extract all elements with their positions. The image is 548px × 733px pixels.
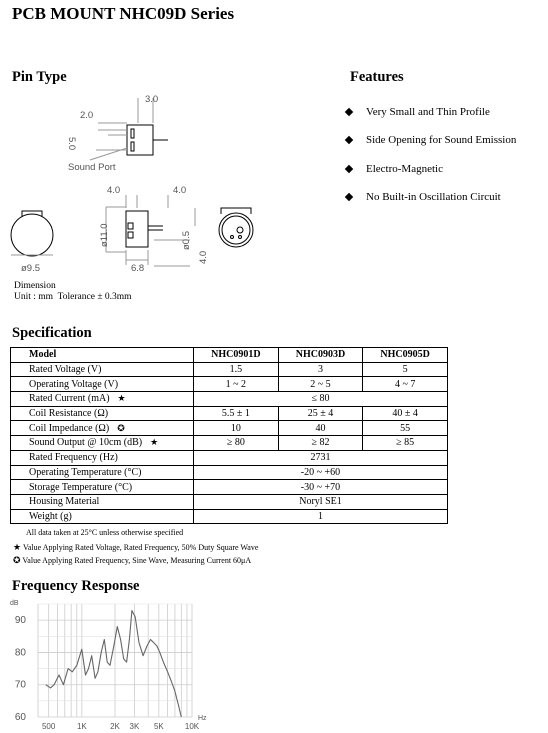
spec-note: ★ Value Applying Rated Voltage, Rated Frequency, 50% Duty Square Wave <box>13 542 259 552</box>
spec-row-label: Sound Output @ 10cm (dB) ★ <box>11 436 194 451</box>
spec-cell: ≤ 80 <box>194 392 448 407</box>
spec-row-label: Rated Current (mA) ★ <box>11 392 194 407</box>
spec-row-label: Coil Resistance (Ω) <box>11 406 194 421</box>
spec-row-label: Rated Frequency (Hz) <box>11 450 194 465</box>
buzzer-top-outline <box>11 214 53 256</box>
dim-d110: ø11.0 <box>99 223 110 247</box>
frequency-response-heading: Frequency Response <box>12 578 140 594</box>
spec-row <box>11 392 448 407</box>
x-axis-label: Hz <box>198 715 207 722</box>
pin-type-heading: Pin Type <box>12 69 67 85</box>
dim-d95: ø9.5 <box>21 263 41 274</box>
circled-star-icon: ✪ <box>117 422 125 433</box>
star-icon: ★ <box>150 437 159 448</box>
spec-table <box>10 347 448 524</box>
features-heading: Features <box>350 69 404 85</box>
col-header-nhc0901d: NHC0901D <box>194 348 279 363</box>
dim-top-30: 3.0 <box>145 94 159 105</box>
spec-row-label: Operating Temperature (°C) <box>11 465 194 480</box>
spec-cell: 55 <box>363 421 448 436</box>
dim-top-20: 2.0 <box>80 110 94 121</box>
x-tick-label: 2K <box>110 722 120 731</box>
spec-note: All data taken at 25°C unless otherwise specified <box>26 528 184 537</box>
dim-top-50: 5.0 <box>66 137 77 151</box>
sound-port-label: Sound Port <box>68 162 116 173</box>
spec-cell: 5.5 ± 1 <box>194 406 279 421</box>
unit-label: Unit : mm Tolerance ± 0.3mm <box>14 292 132 302</box>
spec-row <box>11 421 448 436</box>
dim-w40b: 4.0 <box>173 185 187 196</box>
feature-item: Very Small and Thin Profile <box>346 106 516 134</box>
x-tick-label: 3K <box>129 722 140 731</box>
spec-cell: 2731 <box>194 450 448 465</box>
spec-note: ✪ Value Applying Rated Frequency, Sine Wave, Measuring Current 60μA <box>13 555 252 565</box>
star-icon: ★ <box>117 393 126 404</box>
col-header-nhc0903d: NHC0903D <box>278 348 363 363</box>
dimension-label: Dimension <box>14 281 56 291</box>
spec-cell: 4 ~ 7 <box>363 377 448 392</box>
feature-item: No Built-in Oscillation Circuit <box>346 191 516 219</box>
spec-row <box>11 450 448 465</box>
spec-header-row <box>11 348 448 363</box>
spec-row <box>11 509 448 524</box>
specification-heading: Specification <box>12 325 92 341</box>
spec-row-label: Storage Temperature (°C) <box>11 480 194 495</box>
dim-h40: 4.0 <box>198 250 209 264</box>
bullet-icon <box>345 108 353 116</box>
bullet-icon <box>345 193 353 201</box>
y-tick-label: 80 <box>14 647 26 659</box>
spec-cell: 40 <box>278 421 363 436</box>
circled-star-icon: ✪ <box>13 555 21 565</box>
bullet-icon <box>345 164 353 172</box>
spec-row-label: Weight (g) <box>11 509 194 524</box>
spec-row-label: Housing Material <box>11 494 194 509</box>
spec-cell: -20 ~ +60 <box>194 465 448 480</box>
spec-cell: 5 <box>363 362 448 377</box>
spec-cell: 2 ~ 5 <box>278 377 363 392</box>
dim-d05: ø0.5 <box>181 230 192 250</box>
dim-w40a: 4.0 <box>107 185 121 196</box>
spec-cell: ≥ 82 <box>278 436 363 451</box>
spec-row-label: Operating Voltage (V) <box>11 377 194 392</box>
spec-cell: 25 ± 4 <box>278 406 363 421</box>
spec-row <box>11 377 448 392</box>
spec-row <box>11 480 448 495</box>
spec-row <box>11 362 448 377</box>
spec-cell: 10 <box>194 421 279 436</box>
spec-row-label: Rated Voltage (V) <box>11 362 194 377</box>
spec-row-label: Coil Impedance (Ω) ✪ <box>11 421 194 436</box>
y-tick-label: 70 <box>14 679 26 691</box>
spec-cell: 1 <box>194 509 448 524</box>
x-tick-label: 5K <box>153 722 164 731</box>
col-header-nhc0905d: NHC0905D <box>363 348 448 363</box>
buzzer-bottom-outline <box>219 213 253 247</box>
x-tick-label: 500 <box>41 722 56 731</box>
spec-cell: -30 ~ +70 <box>194 480 448 495</box>
frequency-response-chart <box>0 596 220 733</box>
y-tick-label: 60 <box>14 712 26 723</box>
bullet-icon <box>345 136 353 144</box>
x-tick-label: 1K <box>76 722 87 731</box>
spec-cell: ≥ 85 <box>363 436 448 451</box>
features-list <box>346 106 516 219</box>
spec-cell: 40 ± 4 <box>363 406 448 421</box>
pin-type-drawing <box>0 90 290 280</box>
spec-row <box>11 436 448 451</box>
x-tick-label: 10K <box>184 722 200 731</box>
dim-w68: 6.8 <box>131 263 145 274</box>
spec-cell: ≥ 80 <box>194 436 279 451</box>
feature-item: Electro-Magnetic <box>346 163 516 191</box>
star-icon: ★ <box>13 542 22 552</box>
y-axis-label: dB <box>10 600 19 607</box>
col-header-model: Model <box>11 348 194 363</box>
spec-row <box>11 494 448 509</box>
spec-cell: 1.5 <box>194 362 279 377</box>
spec-cell: 1 ~ 2 <box>194 377 279 392</box>
spec-cell: Noryl SE1 <box>194 494 448 509</box>
feature-item: Side Opening for Sound Emission <box>346 134 516 162</box>
y-tick-label: 90 <box>14 615 26 627</box>
spec-row <box>11 465 448 480</box>
spec-row <box>11 406 448 421</box>
page-title: PCB MOUNT NHC09D Series <box>12 4 235 23</box>
spec-cell: 3 <box>278 362 363 377</box>
